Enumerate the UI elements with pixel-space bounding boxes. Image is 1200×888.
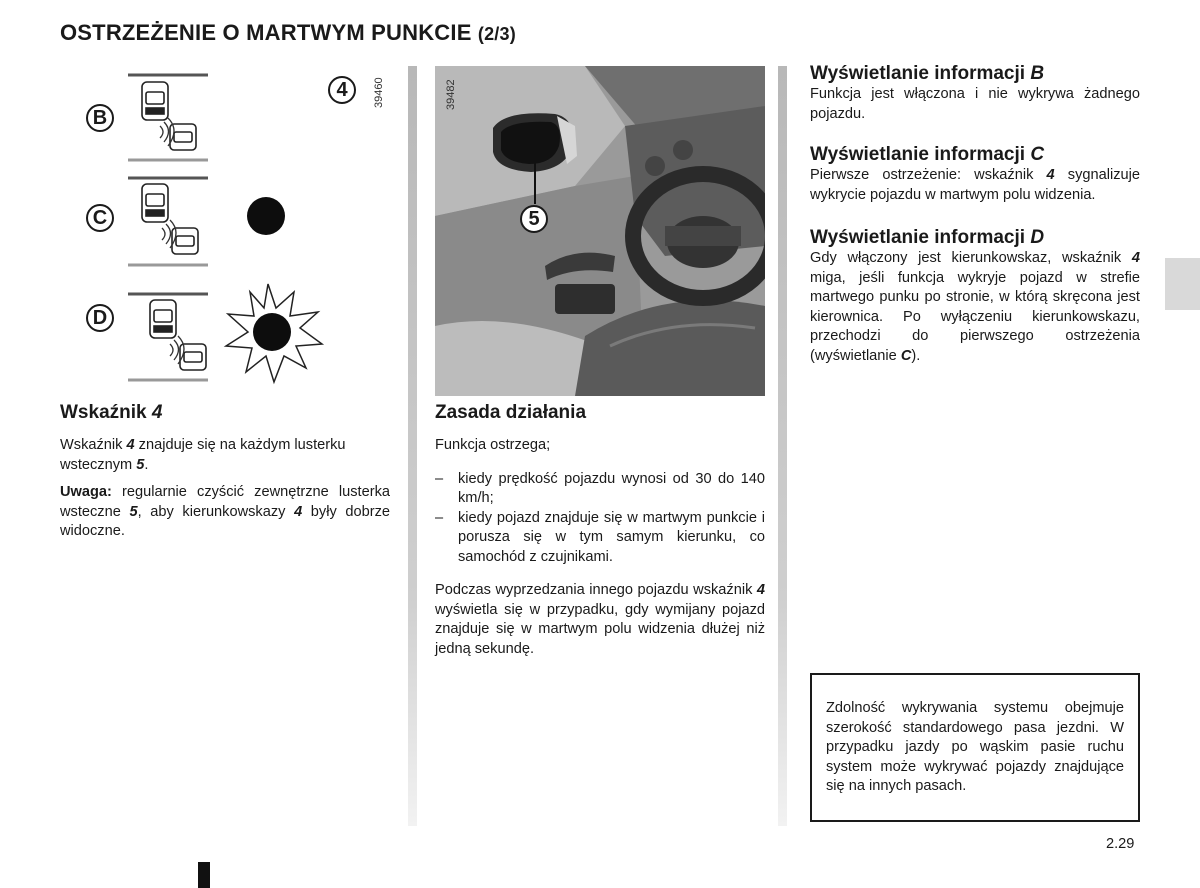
row-b-cars xyxy=(142,82,196,150)
display-c-heading xyxy=(810,144,1140,166)
overtaking-paragraph xyxy=(435,581,765,659)
chapter-tab xyxy=(1165,258,1200,310)
ref-4: 4 xyxy=(756,582,765,598)
figure-code: 39460 xyxy=(373,77,385,108)
ref-5: 5 xyxy=(136,456,145,473)
list-item-text: kiedy prędkość pojazdu wynosi od 30 do 140 km/h; xyxy=(458,470,765,506)
overtaking-text: wyświetla się w przypadku, gdy wymijany pojazd znajduje się w martwym polu widzenia dłużej niż jedną sekundę. xyxy=(435,601,765,657)
bullet-marker: – xyxy=(435,470,444,487)
bullet-marker: – xyxy=(435,509,444,526)
principle-intro: Funkcja ostrzega; xyxy=(435,437,551,453)
page-title-part: (2/3) xyxy=(477,24,516,44)
overtaking-text: Podczas wyprzedzania innego pojazdu wskaźnik xyxy=(435,582,757,598)
principle-heading: Zasada działania xyxy=(435,402,587,423)
display-d-text xyxy=(810,249,1140,366)
display-c-text xyxy=(810,166,1140,205)
indicator-paragraph xyxy=(60,436,390,475)
indicator-heading-ref: 4 xyxy=(151,402,163,423)
ref-4: 4 xyxy=(1131,250,1140,266)
car-interior-photo xyxy=(435,66,765,396)
note-label: Uwaga: xyxy=(60,484,112,500)
display-heading-text: Wyświetlanie informacji xyxy=(810,63,1026,84)
display-b-heading xyxy=(810,63,1140,85)
indicator-heading-text: Wskaźnik xyxy=(60,402,147,423)
indicator-text: Wskaźnik xyxy=(60,437,127,453)
display-ref: C xyxy=(1030,144,1045,165)
row-d-cars xyxy=(150,300,206,370)
page-edge-mark xyxy=(198,862,210,888)
column-separator-right xyxy=(778,66,787,826)
display-heading-text: Wyświetlanie informacji xyxy=(810,144,1026,165)
display-text: sygnalizuje wykrycie pojazdu w martwym polu widzenia. xyxy=(810,167,1140,203)
list-item-text: kiedy pojazd znajduje się w martwym punkcie i porusza się w tym samym kierunku, co samochód z czujnikami. xyxy=(458,509,765,565)
page-title xyxy=(60,20,516,46)
page-title-text: OSTRZEŻENIE O MARTWYM PUNKCIE xyxy=(60,20,472,45)
indicator-text: . xyxy=(144,456,149,473)
label-c-icon: C xyxy=(86,204,114,232)
ref-4: 4 xyxy=(294,503,303,520)
note-text: , aby kierunkowskazy xyxy=(137,503,295,520)
display-text: ). xyxy=(911,347,921,364)
callout-4-icon: 4 xyxy=(328,76,356,104)
label-b-icon: B xyxy=(86,104,114,132)
detection-note-box xyxy=(810,673,1140,822)
car-interior-drawing xyxy=(435,66,765,396)
indicator-steady-icon xyxy=(247,197,285,235)
display-b-text: Funkcja jest włączona i nie wykrywa żadnego pojazdu. xyxy=(810,86,1140,122)
figure-code: 39482 xyxy=(445,79,457,110)
indicator-flashing-icon xyxy=(226,284,322,382)
indicator-text: znajduje się na każdym lusterku wstecznym xyxy=(60,437,346,473)
indicator-states-figure xyxy=(60,62,400,392)
ref-4: 4 xyxy=(1046,167,1055,183)
right-column xyxy=(810,63,1140,366)
display-text: miga, jeśli funkcja wykryje pojazd w strefie martwego punku po stronie, w którą skręcona jest kierownica. Po wyłączeniu kierunkowskazu, przechodzi do pierwszego ostrzeżenia (wyświetlanie xyxy=(810,269,1140,364)
list-item xyxy=(435,470,765,509)
ref-5: 5 xyxy=(129,503,138,520)
ref-4: 4 xyxy=(126,437,135,453)
display-text: Pierwsze ostrzeżenie: wskaźnik xyxy=(810,167,1047,183)
display-text: Gdy włączony jest kierunkowskaz, wskaźnik xyxy=(810,250,1132,266)
list-item xyxy=(435,509,765,568)
note-text: były dobrze widoczne. xyxy=(60,503,391,539)
indicator-heading xyxy=(60,402,390,424)
page-number: 2.29 xyxy=(1106,836,1135,852)
label-d-icon: D xyxy=(86,304,114,332)
ref-c: C xyxy=(900,347,912,364)
display-ref: D xyxy=(1030,227,1045,248)
row-c-cars xyxy=(142,184,198,254)
left-column xyxy=(60,402,390,542)
column-separator-left xyxy=(408,66,417,826)
detection-note-text: Zdolność wykrywania systemu obejmuje szerokość standardowego pasa jezdni. W przypadku jazdy po wąskim pasie ruchu system może wykrywać pojazdy znajdujące się na innych pasach. xyxy=(826,700,1124,794)
note-paragraph xyxy=(60,483,390,542)
note-text: regularnie czyścić zewnętrzne lusterka wsteczne xyxy=(60,484,390,520)
display-ref: B xyxy=(1030,63,1045,84)
center-column xyxy=(435,402,765,659)
display-d-heading xyxy=(810,227,1140,249)
display-heading-text: Wyświetlanie informacji xyxy=(810,227,1026,248)
callout-5-icon: 5 xyxy=(520,205,548,233)
